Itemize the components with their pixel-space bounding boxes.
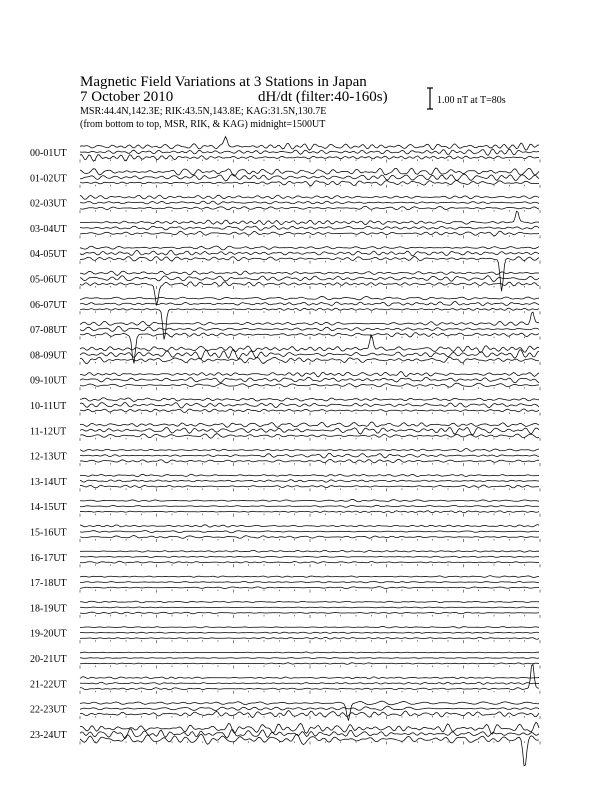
trace-kag [80, 137, 539, 151]
hour-label: 14-15UT [30, 502, 67, 514]
trace-rik [80, 682, 539, 684]
trace-kag [80, 652, 539, 653]
trace-rik [80, 453, 539, 458]
trace-msr [80, 357, 539, 364]
hour-label: 05-06UT [30, 274, 67, 286]
trace-kag [80, 312, 539, 326]
hour-label: 00-01UT [30, 148, 67, 159]
hour-label: 12-13UT [30, 451, 67, 463]
trace-kag [80, 296, 539, 300]
trace-msr [80, 155, 539, 162]
trace-kag [80, 371, 539, 377]
trace-msr [80, 612, 539, 614]
trace-msr [80, 282, 539, 306]
chart-title: Magnetic Field Variations at 3 Stations in Japan [80, 74, 367, 90]
hour-label: 22-23UT [30, 704, 67, 716]
trace-msr [80, 561, 539, 563]
trace-kag [80, 246, 539, 250]
hour-label: 16-17UT [30, 552, 67, 564]
hour-label: 01-02UT [30, 173, 67, 185]
trace-kag [80, 335, 539, 353]
trace-rik [80, 729, 539, 739]
trace-msr [80, 485, 539, 488]
trace-msr [80, 536, 539, 539]
trace-msr [80, 587, 539, 589]
trace-rik [80, 480, 539, 483]
scale-bar [427, 88, 506, 109]
hour-label: 21-22UT [30, 679, 67, 691]
hour-label: 10-11UT [30, 401, 67, 412]
trace-kag [80, 195, 539, 199]
hour-label: 15-16UT [30, 527, 67, 539]
trace-msr [80, 383, 539, 387]
trace-rik [80, 301, 539, 306]
hour-label: 04-05UT [30, 249, 67, 261]
trace-rik [80, 531, 539, 533]
trace-rik [80, 201, 539, 204]
trace-rik [80, 326, 539, 331]
trace-rik [80, 505, 539, 507]
trace-rik [80, 427, 539, 435]
trace-msr [80, 637, 539, 639]
hour-label: 19-20UT [30, 628, 67, 640]
hour-label: 08-09UT [30, 350, 67, 362]
trace-rik [80, 377, 539, 383]
trace-rik [80, 402, 539, 408]
trace-kag [80, 677, 539, 679]
trace-msr [80, 511, 539, 513]
trace-msr [80, 663, 539, 665]
trace-rik [80, 556, 539, 557]
scale-bar-label: 1.00 nT at T=80s [437, 95, 506, 106]
trace-rik [80, 658, 539, 659]
hour-label: 09-10UT [30, 375, 67, 387]
trace-rik [80, 349, 539, 359]
trace-rik [80, 607, 539, 608]
trace-rik [80, 632, 539, 633]
hour-label: 11-12UT [30, 426, 67, 438]
trace-kag [80, 626, 539, 628]
trace-rik [80, 582, 539, 583]
trace-msr [80, 308, 539, 339]
station-order-note: (from bottom to top, MSR, RIK, & KAG) midnight=1500UT [80, 119, 326, 130]
trace-kag [80, 701, 539, 721]
trace-kag [80, 722, 539, 734]
trace-msr [80, 231, 539, 236]
trace-kag [80, 449, 539, 452]
station-coordinates: MSR:44.4N,142.3E; RIK:43.5N,143.8E; KAG:31.5N,130.7E [80, 106, 327, 117]
hour-label: 13-14UT [30, 476, 67, 488]
trace-msr [80, 206, 539, 209]
trace-kag [80, 550, 539, 552]
trace-kag [80, 211, 539, 224]
hour-label: 03-04UT [30, 223, 67, 235]
hour-label: 18-19UT [30, 603, 67, 615]
trace-kag [80, 398, 539, 402]
trace-rik [80, 250, 539, 256]
trace-msr [80, 434, 539, 439]
hour-label: 23-24UT [30, 729, 67, 741]
trace-kag [80, 576, 539, 578]
trace-rows [30, 137, 540, 766]
trace-kag [80, 474, 539, 477]
trace-kag [80, 499, 539, 501]
trace-rik [80, 276, 539, 282]
trace-kag [80, 168, 539, 176]
trace-rik [80, 174, 539, 181]
trace-rik [80, 226, 539, 231]
trace-msr [80, 734, 539, 765]
hour-label: 06-07UT [30, 299, 67, 311]
chart-date: 7 October 2010 [80, 89, 174, 105]
trace-kag [80, 422, 539, 427]
trace-msr [80, 459, 539, 463]
trace-msr [80, 409, 539, 413]
hour-label: 17-18UT [30, 578, 67, 590]
hour-label: 07-08UT [30, 325, 67, 337]
trace-msr [80, 711, 539, 718]
trace-rik [80, 706, 539, 710]
trace-kag [80, 271, 539, 275]
trace-kag [80, 525, 539, 527]
chart-quantity: dH/dt (filter:40-160s) [258, 89, 388, 105]
hour-label: 02-03UT [30, 198, 67, 210]
trace-msr [80, 180, 539, 186]
hour-label: 20-21UT [30, 654, 67, 665]
trace-kag [80, 601, 539, 603]
